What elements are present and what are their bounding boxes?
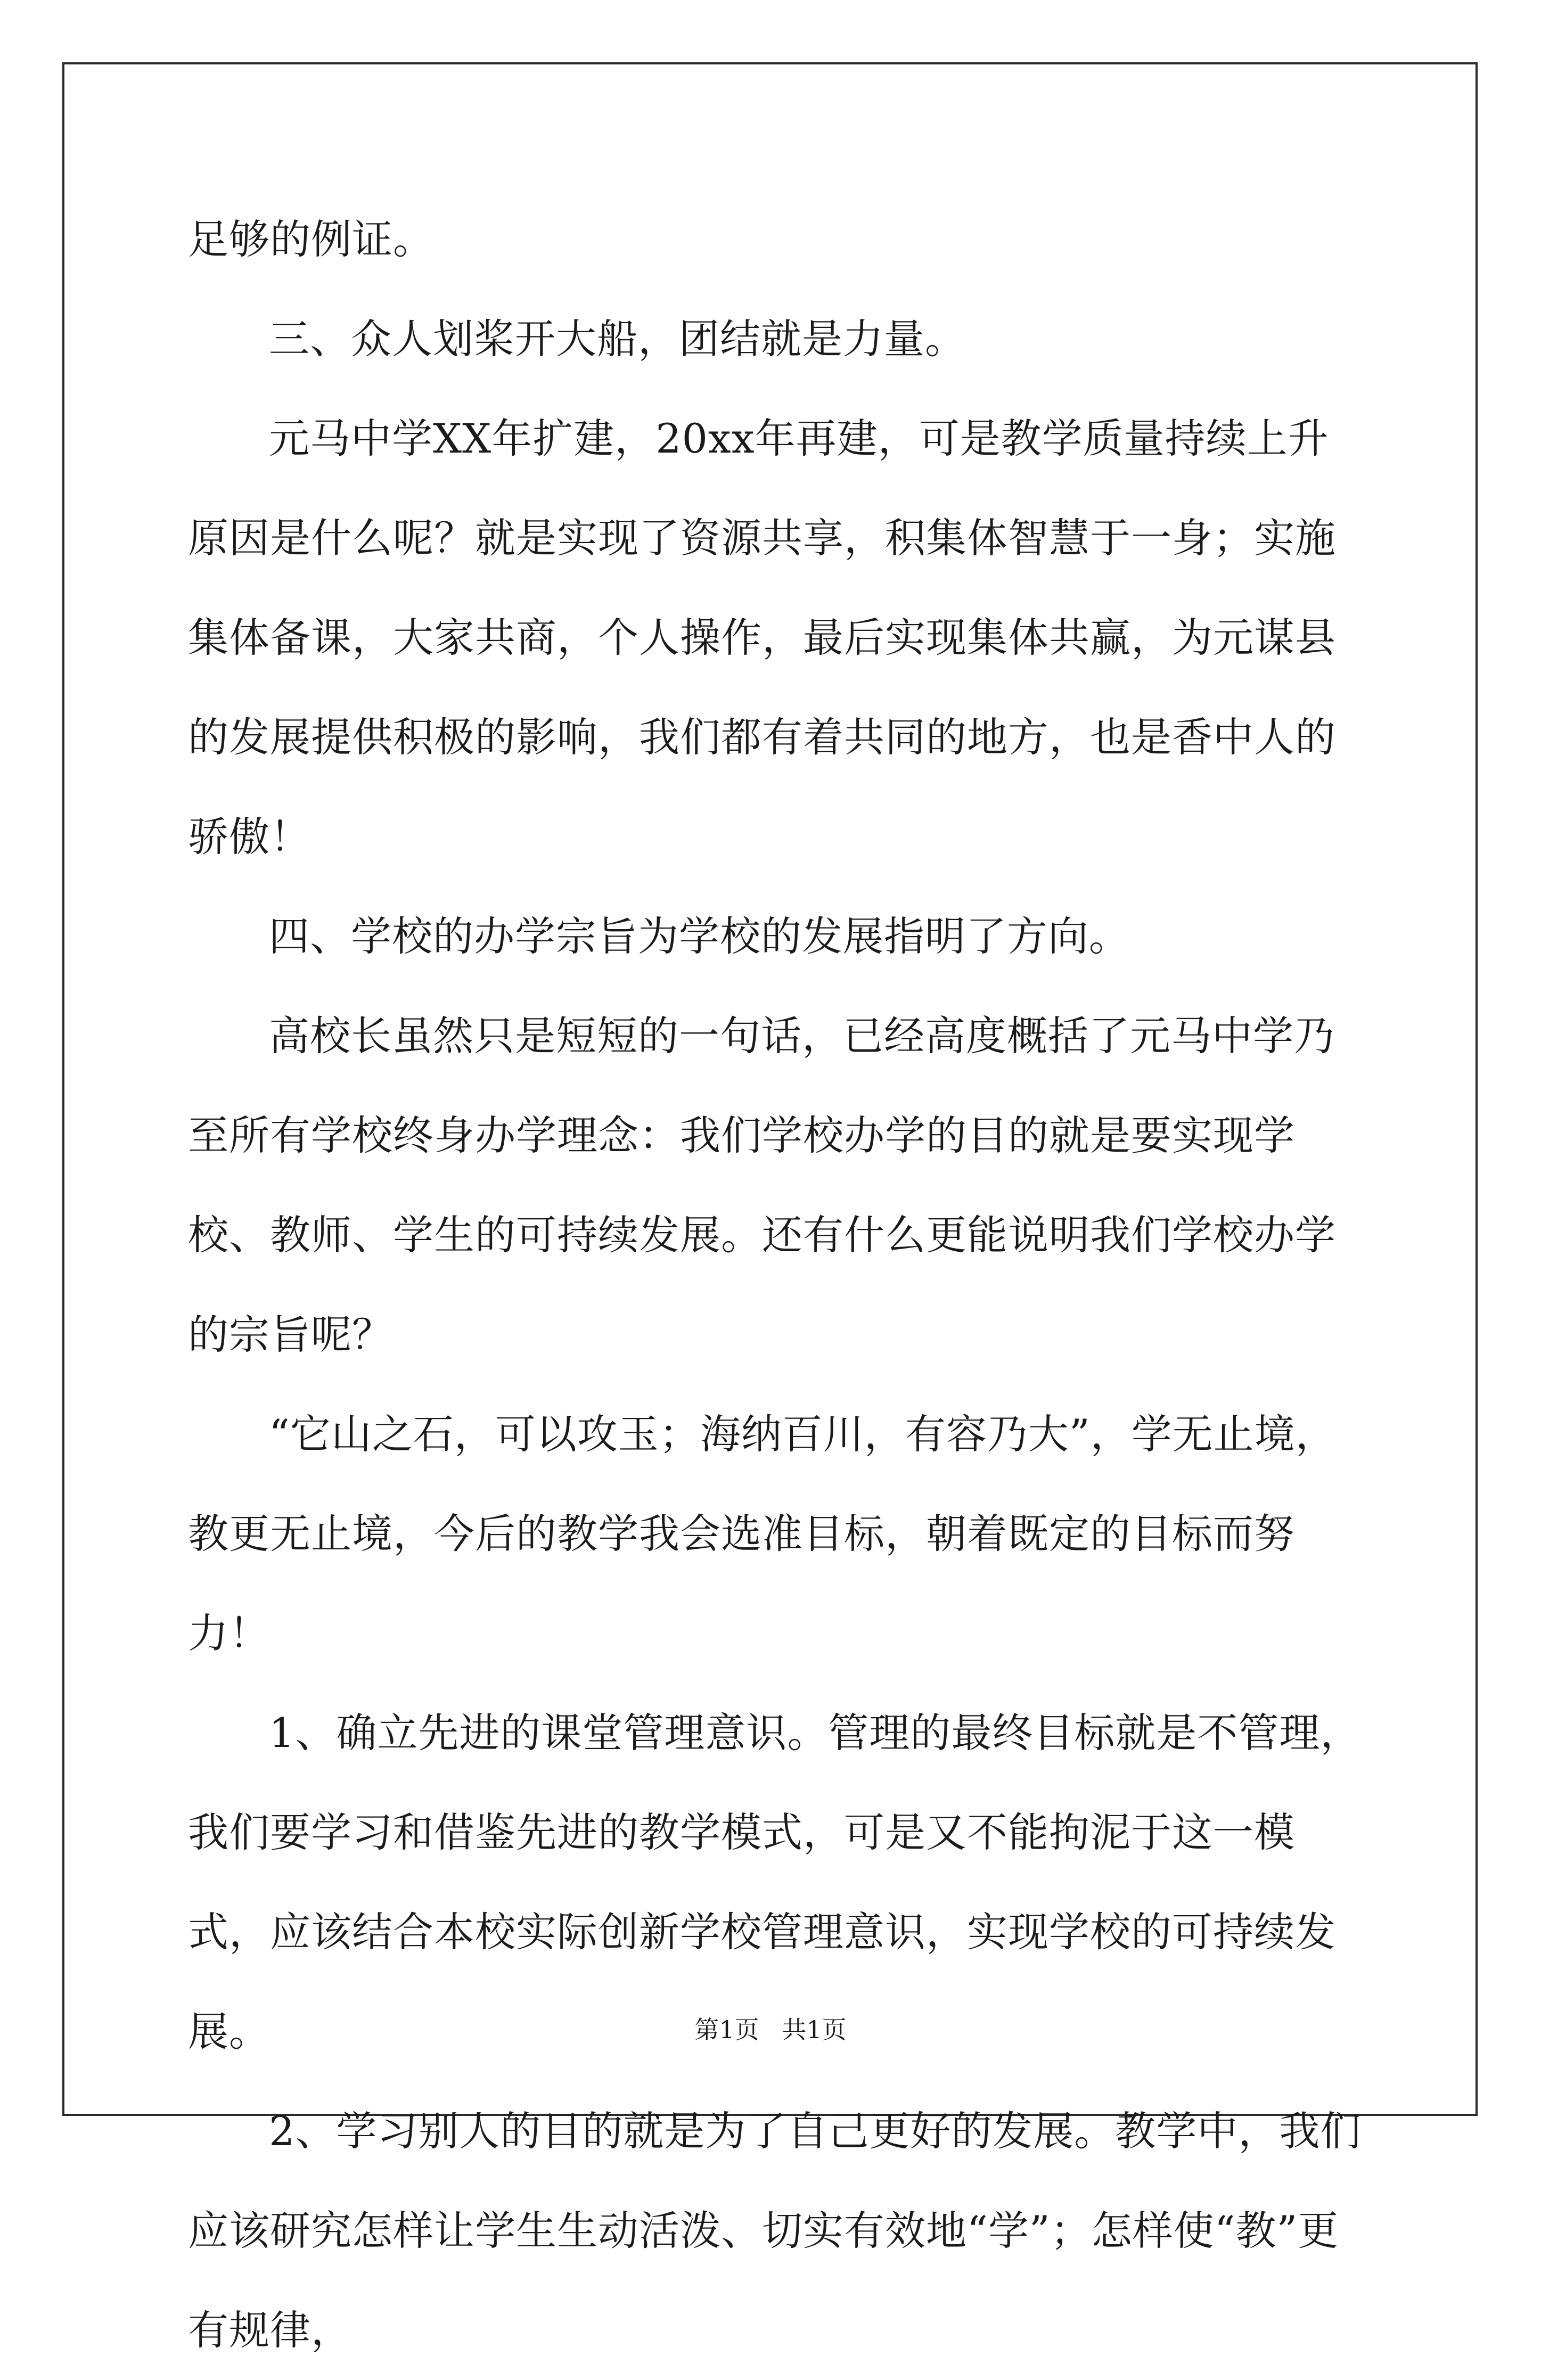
paragraph: 元马中学XX年扩建，20xx年再建，可是教学质量持续上升原因是什么呢？就是实现了资源共享，积集体智慧于一身；实施集体备课，大家共商，个人操作，最后实现集体共赢，为元谋县的发展提供积极的影响，我们都有着共同的地方，也是香中人的骄傲！ — [188, 415, 1336, 860]
document-body — [188, 190, 1365, 2380]
paragraph: 1、确立先进的课堂管理意识。管理的最终目标就是不管理，我们要学习和借鉴先进的教学模式，可是又不能拘泥于这一模式，应该结合本校实际创新学校管理意识，实现学校的可持续发展。 — [188, 1709, 1362, 2055]
paragraph: 四、学校的办学宗旨为学校的发展指明了方向。 — [269, 913, 1130, 960]
page-footer — [0, 2014, 1541, 2046]
paragraph: 三、众人划桨开大船，团结就是力量。 — [269, 315, 966, 363]
paragraph: 足够的例证。 — [188, 216, 434, 263]
paragraph: 2、学习别人的目的就是为了自己更好的发展。教学中，我们应该研究怎样让学生生动活泼、切实有效地“学”；怎样使“教”更有规律， — [188, 2107, 1362, 2354]
page-number: 第1页 — [694, 2015, 759, 2044]
paragraph: “它山之石，可以攻玉；海纳百川，有容乃大”，学无止境，教更无止境，今后的教学我会选准目标，朝着既定的目标而努力！ — [188, 1410, 1337, 1657]
page-total: 共1页 — [782, 2015, 847, 2044]
paragraph: 高校长虽然只是短短的一句话，已经高度概括了元马中学乃至所有学校终身办学理念：我们学校办学的目的就是要实现学校、教师、学生的可持续发展。还有什么更能说明我们学校办学的宗旨呢？ — [188, 1012, 1336, 1358]
